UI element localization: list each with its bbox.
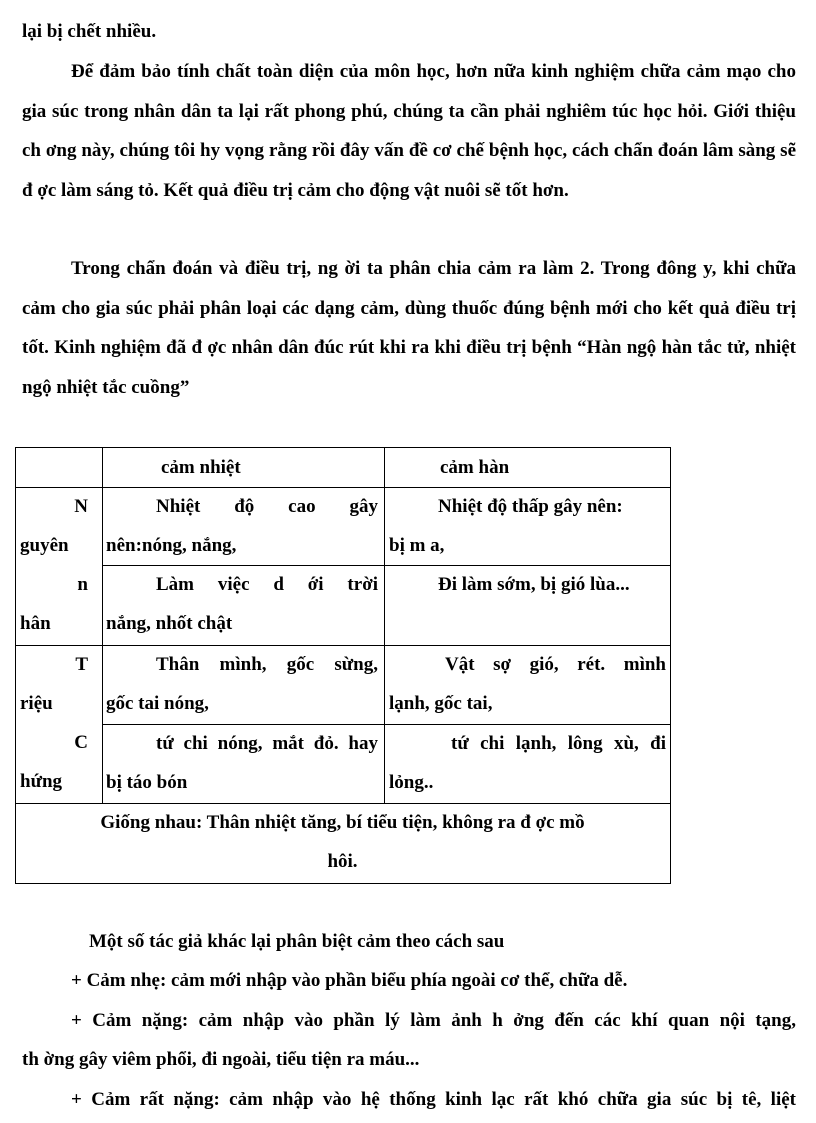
label-trieu-chung: T riệu C hứng: [20, 654, 88, 792]
paragraph-importance: Để đảm bảo tính chất toàn diện của môn học, hơn nữa kinh nghiệm chữa cảm mạo cho gia súc trong nhân dân ta lại rất phong phú, chúng ta cần phải nghiêm túc học hỏi. Giới thiệu ch ơng này, chúng tôi hy vọng rằng rồi đây vấn đề cơ chế bệnh học, cách chẩn đoán lâm sàng sẽ đ ợc làm sáng tỏ. Kết quả điều trị cảm cho động vật nuôi sẽ tốt hơn.: [22, 61, 796, 201]
label-nguyen-nhan: N guyên n hân: [20, 496, 88, 634]
text-line: + Cảm nhẹ: cảm mới nhập vào phần biểu phía ngoài cơ thể, chữa dễ.: [71, 970, 628, 991]
table-cell-cold: Vật sợ gió, rét. mình lạnh, gốc tai,: [389, 654, 666, 714]
table-rule: [102, 448, 103, 803]
table-cell-hot: Nhiệt độ cao gây nên:nóng, nắng,: [106, 496, 378, 556]
paragraph-classification: Trong chẩn đoán và điều trị, ng ời ta phân chia cảm ra làm 2. Trong đông y, khi chữa cảm cho gia súc phải phân loại các dạng cảm, dùng thuốc đúng bệnh mới cho kết quả điều trị tốt. Kinh nghiệm đã đ ợc nhân dân đúc rút khi ra khi điều trị bệnh “Hàn ngộ hàn tắc tử, nhiệt ngộ nhiệt tắc cuồng”: [22, 258, 796, 398]
table-footer-common: Giống nhau: Thân nhiệt tăng, bí tiểu tiện, không ra đ ợc mồ hôi.: [100, 812, 585, 872]
table-cell-cold: tứ chi lạnh, lông xù, đi lỏng..: [389, 733, 666, 793]
paragraph-fragment: lại bị chết nhiều.: [22, 21, 157, 42]
text-line: Một số tác giả khác lại phân biệt cảm theo cách sau: [89, 931, 505, 952]
table-rule: [384, 448, 385, 803]
comparison-table: [15, 447, 671, 884]
table-cell-cold: Đi làm sớm, bị gió lùa...: [438, 574, 630, 595]
table-cell-hot: Thân mình, gốc sừng, gốc tai nóng,: [106, 654, 378, 714]
header-cam-han: cảm hàn: [440, 457, 510, 478]
text-line: th ờng gây viêm phổi, đi ngoài, tiểu tiện ra máu...: [22, 1049, 420, 1070]
text-line: + Cảm nặng: cảm nhập vào phần lý làm ảnh h ởng đến các khí quan nội tạng,: [71, 1010, 796, 1031]
text-line: + Cảm rất nặng: cảm nhập vào hệ thống kinh lạc rất khó chữa gia súc bị tê, liệt: [71, 1089, 796, 1110]
table-cell-cold: Nhiệt độ thấp gây nên: bị m a,: [389, 496, 623, 556]
table-cell-hot: tứ chi nóng, mắt đỏ. hay bị táo bón: [106, 733, 378, 793]
header-cam-nhiet: cảm nhiệt: [161, 457, 241, 478]
table-cell-hot: Làm việc d ới trời nắng, nhốt chật: [106, 574, 378, 634]
